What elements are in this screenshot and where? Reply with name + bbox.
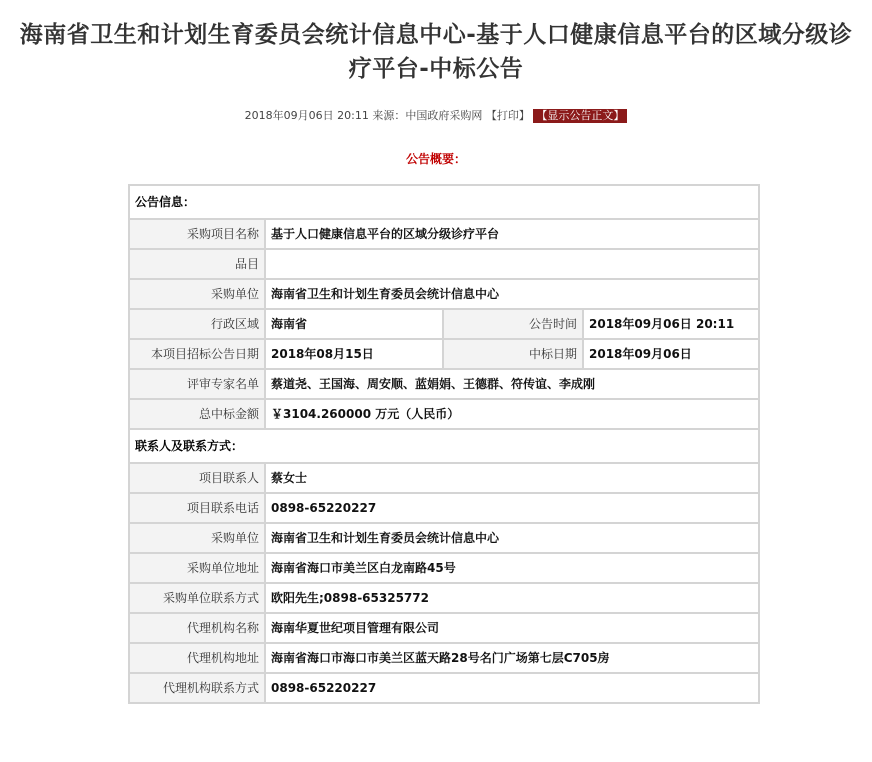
table-row	[129, 219, 759, 249]
table-row	[129, 279, 759, 309]
award-date-value: 2018年09月06日	[583, 339, 759, 369]
publish-date: 2018年09月06日 20:11	[244, 109, 369, 122]
show-notice-button[interactable]: 【显示公告正文】	[533, 109, 627, 123]
tender-date-label: 本项目招标公告日期	[129, 339, 265, 369]
purchaser-address-label: 采购单位地址	[129, 553, 265, 583]
purchaser-address-value: 海南省海口市美兰区白龙南路45号	[265, 553, 759, 583]
amount-label: 总中标金额	[129, 399, 265, 429]
table-row	[129, 399, 759, 429]
notice-table-wrapper	[128, 184, 758, 704]
table-row	[129, 493, 759, 523]
notice-table	[128, 184, 760, 704]
table-row	[129, 583, 759, 613]
table-row	[129, 643, 759, 673]
tender-date-value: 2018年08月15日	[265, 339, 443, 369]
contact-person-label: 项目联系人	[129, 463, 265, 493]
contact-phone-value: 0898-65220227	[265, 493, 759, 523]
page-title-line-2: 疗平台-中标公告	[348, 56, 524, 82]
section-notice-info: 公告信息：	[129, 185, 759, 219]
agency-name-label: 代理机构名称	[129, 613, 265, 643]
table-row	[129, 429, 759, 463]
agency-address-label: 代理机构地址	[129, 643, 265, 673]
table-row	[129, 185, 759, 219]
print-link[interactable]: 【打印】	[485, 109, 530, 122]
section-contact-info: 联系人及联系方式：	[129, 429, 759, 463]
notice-time-value: 2018年09月06日 20:11	[583, 309, 759, 339]
notice-time-label: 公告时间	[443, 309, 583, 339]
item-label: 品目	[129, 249, 265, 279]
project-name-value: 基于人口健康信息平台的区域分级诊疗平台	[265, 219, 759, 249]
purchaser-contact-label: 采购单位联系方式	[129, 583, 265, 613]
region-label: 行政区域	[129, 309, 265, 339]
table-row	[129, 339, 759, 369]
contact-purchaser-value: 海南省卫生和计划生育委员会统计信息中心	[265, 523, 759, 553]
page-title-line-1: 海南省卫生和计划生育委员会统计信息中心-基于人口健康信息平台的区域分级诊	[19, 22, 853, 48]
source-name: 中国政府采购网	[405, 109, 483, 122]
purchaser-value: 海南省卫生和计划生育委员会统计信息中心	[265, 279, 759, 309]
purchaser-contact-value: 欧阳先生;0898-65325772	[265, 583, 759, 613]
table-row	[129, 553, 759, 583]
agency-contact-label: 代理机构联系方式	[129, 673, 265, 703]
table-row	[129, 673, 759, 703]
table-row	[129, 613, 759, 643]
table-row	[129, 249, 759, 279]
agency-contact-value: 0898-65220227	[265, 673, 759, 703]
table-row	[129, 369, 759, 399]
table-row	[129, 309, 759, 339]
project-name-label: 采购项目名称	[129, 219, 265, 249]
agency-address-value: 海南省海口市海口市美兰区蓝天路28号名门广场第七层C705房	[265, 643, 759, 673]
award-date-label: 中标日期	[443, 339, 583, 369]
meta-bar	[0, 108, 872, 124]
region-value: 海南省	[265, 309, 443, 339]
summary-heading: 公告概要：	[405, 152, 466, 166]
source-label: 来源：	[372, 109, 406, 122]
page-title	[0, 18, 872, 86]
amount-value: ￥3104.260000 万元（人民币）	[265, 399, 759, 429]
experts-value: 蔡道尧、王国海、周安顺、蓝娟娟、王德群、符传谊、李成刚	[265, 369, 759, 399]
contact-phone-label: 项目联系电话	[129, 493, 265, 523]
table-row	[129, 463, 759, 493]
agency-name-value: 海南华夏世纪项目管理有限公司	[265, 613, 759, 643]
contact-purchaser-label: 采购单位	[129, 523, 265, 553]
item-value	[265, 249, 759, 279]
experts-label: 评审专家名单	[129, 369, 265, 399]
table-row	[129, 523, 759, 553]
contact-person-value: 蔡女士	[265, 463, 759, 493]
purchaser-label: 采购单位	[129, 279, 265, 309]
